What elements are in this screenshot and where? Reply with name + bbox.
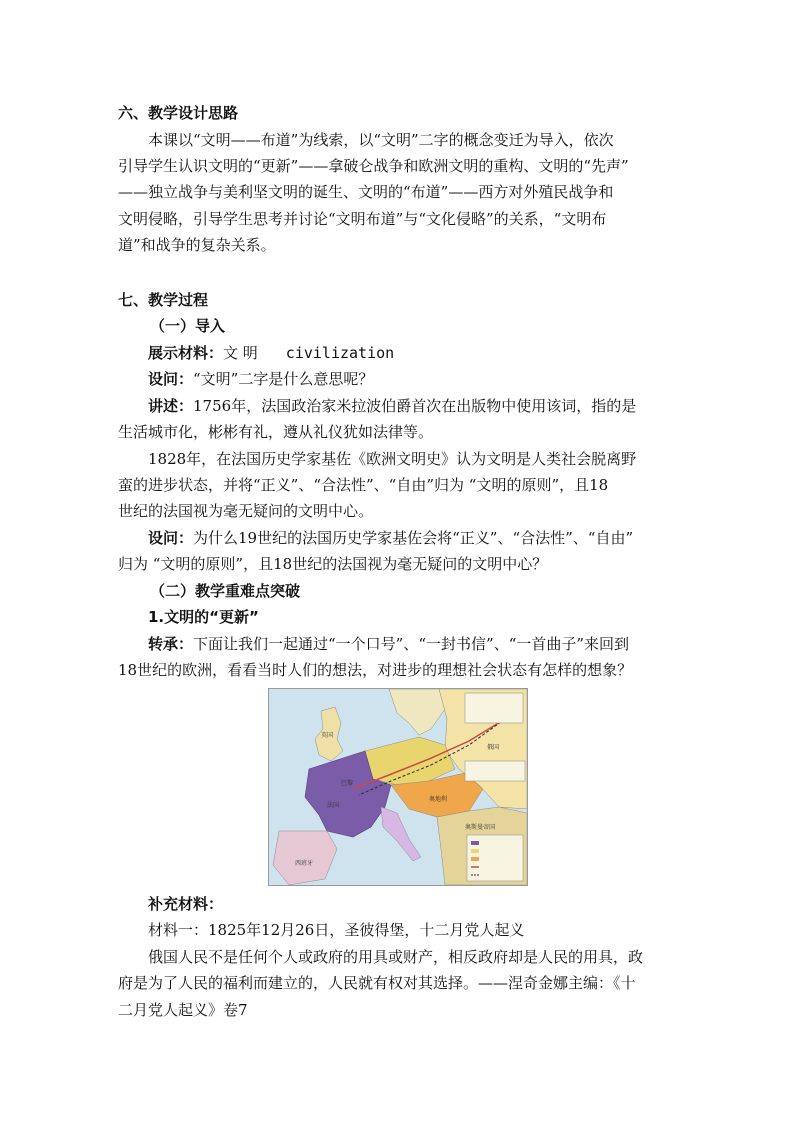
subheading-intro: （一）导入 — [150, 317, 226, 335]
question-label: 设问： — [148, 370, 194, 388]
material-one-body: 俄国人民不是任何个人或政府的用具或财产，相反政府却是人民的用具，政 — [148, 948, 644, 966]
europe-map-image — [268, 688, 528, 886]
question-label: 设问： — [148, 529, 194, 547]
section-heading-process: 七、教学过程 — [118, 291, 209, 309]
show-material-english: civilization — [285, 344, 395, 362]
map-label: 奥斯曼帝国 — [465, 824, 496, 831]
transition-line — [148, 632, 708, 656]
paragraph-line: 蛮的进步状态，并将“正义”、“合法性”、“自由”归为 “文明的原则”，且18 — [118, 476, 609, 494]
narration-text: 1756年，法国政治家米拉波伯爵首次在出版物中使用该词，指的是 — [193, 397, 637, 415]
material-one-body: 府是为了人民的福利而建立的，人民就有权对其选择。——涅奇金娜主编：《十 — [118, 974, 636, 992]
show-material-text: 文 明 — [223, 344, 258, 362]
material-one-title: 材料一：1825年12月26日，圣彼得堡，十二月党人起义 — [148, 921, 525, 939]
map-label: 巴黎 — [341, 780, 354, 787]
section-heading-design: 六、教学设计思路 — [118, 104, 239, 122]
show-material-label: 展示材料： — [148, 344, 224, 362]
paragraph-line: 本课以“文明——布道”为线索，以“文明”二字的概念变迁为导入，依次 — [148, 131, 614, 149]
narration-line — [148, 394, 708, 418]
point-heading: 1.文明的“更新” — [148, 608, 259, 626]
question-text: 为什么19世纪的法国历史学家基佐会将“正义”、“合法性”、“自由” — [193, 529, 634, 547]
paragraph-line: 18世纪的欧洲，看看当时人们的想法，对进步的理想社会状态有怎样的想象？ — [118, 661, 633, 679]
map-label: 俄国 — [487, 744, 500, 751]
paragraph-line: 世纪的法国视为毫无疑问的文明中心。 — [118, 502, 374, 520]
question-line — [148, 526, 708, 550]
question-line — [148, 367, 708, 391]
paragraph-line: 生活城市化，彬彬有礼，遵从礼仪犹如法律等。 — [118, 423, 434, 441]
transition-label: 转承： — [148, 635, 194, 653]
map-label: 法国 — [327, 802, 340, 809]
map-label: 英国 — [321, 732, 334, 739]
paragraph-line: 1828年，在法国历史学家基佐《欧洲文明史》认为文明是人类社会脱离野 — [148, 450, 637, 468]
paragraph-line: 道”和战争的复杂关系。 — [118, 236, 276, 254]
narration-label: 讲述： — [148, 397, 194, 415]
paragraph-line: 归为 “文明的原则”，且18世纪的法国视为毫无疑问的文明中心？ — [118, 555, 548, 573]
transition-text: 下面让我们一起通过“一个口号”、“一封书信”、“一首曲子”来回到 — [193, 635, 630, 653]
supplementary-label: 补充材料： — [148, 895, 224, 913]
europe-map-graphic — [269, 689, 527, 885]
show-material-line — [148, 341, 708, 365]
paragraph-line: 引导学生认识文明的“更新”——拿破仑战争和欧洲文明的重构、文明的“先声” — [118, 157, 629, 175]
question-text: “文明”二字是什么意思呢？ — [193, 370, 374, 388]
map-label: 西班牙 — [295, 860, 314, 867]
paragraph-line: ——独立战争与美利坚文明的诞生、文明的“布道”——西方对外殖民战争和 — [118, 183, 614, 201]
subheading-key-points: （二）教学重难点突破 — [150, 582, 301, 600]
map-label: 奥地利 — [429, 796, 448, 803]
material-one-body: 二月党人起义》卷7 — [118, 1001, 248, 1019]
paragraph-line: 文明侵略，引导学生思考并讨论“文明布道”与“文化侵略”的关系，“文明布 — [118, 210, 607, 228]
